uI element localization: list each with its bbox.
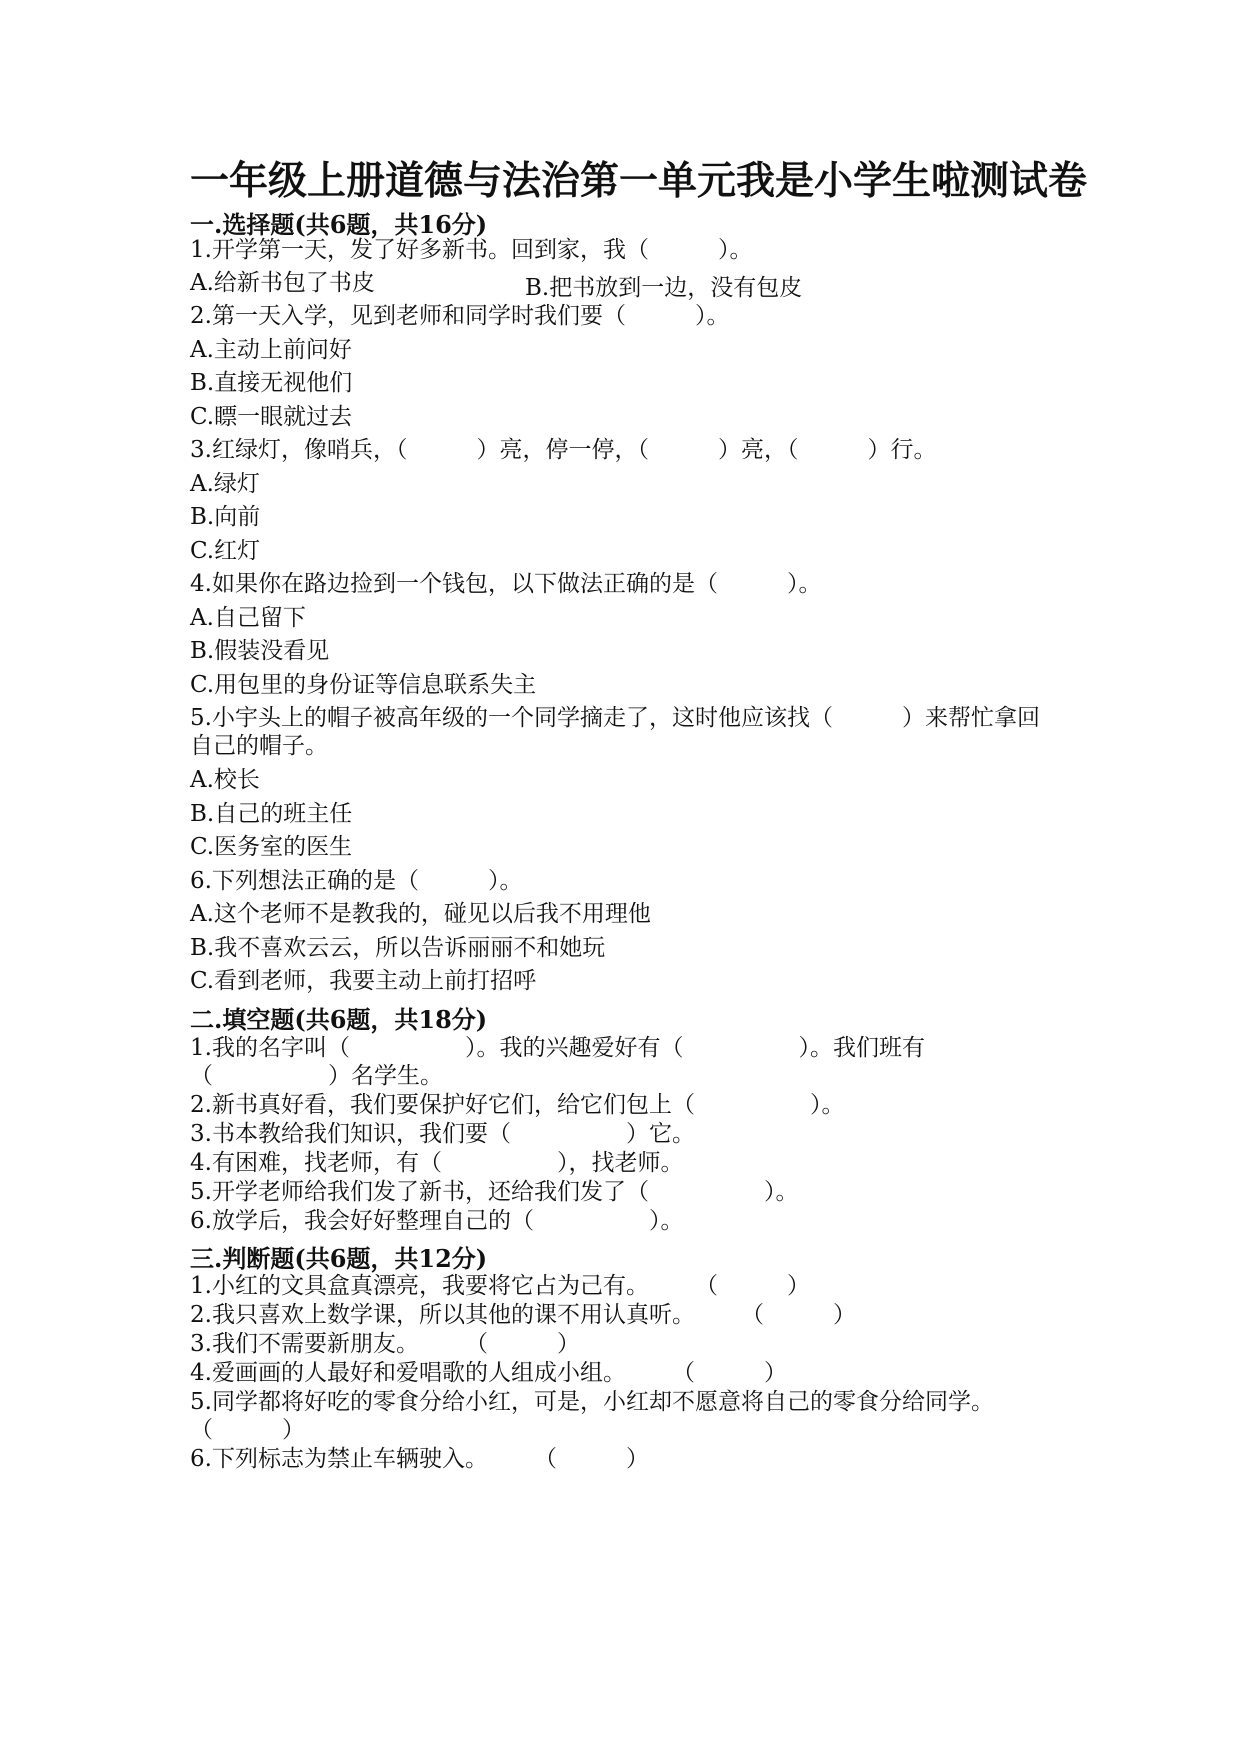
question-3-option-c: C.红灯 bbox=[190, 538, 261, 564]
question-3-option-a: A.绿灯 bbox=[190, 471, 260, 497]
question-3-option-b: B.向前 bbox=[190, 504, 261, 530]
page-title: 一年级上册道德与法治第一单元我是小学生啦测试卷 bbox=[190, 158, 1088, 204]
question-6-option-b: B.我不喜欢云云，所以告诉丽丽不和她玩 bbox=[190, 935, 606, 961]
question-4-option-b: B.假装没看见 bbox=[190, 638, 330, 664]
judge-item-1: 1.小红的文具盒真漂亮，我要将它占为己有。 （ ） bbox=[190, 1273, 810, 1299]
question-6-option-c: C.看到老师，我要主动上前打招呼 bbox=[190, 968, 537, 994]
question-5-stem: 5.小宇头上的帽子被高年级的一个同学摘走了，这时他应该找（ ）来帮忙拿回自己的帽子。 bbox=[190, 705, 1040, 759]
fill-item-4: 4.有困难，找老师，有（ ），找老师。 bbox=[190, 1150, 684, 1176]
question-6-option-a: A.这个老师不是教我的，碰见以后我不用理他 bbox=[190, 901, 651, 927]
fill-item-2: 2.新书真好看，我们要保护好它们，给它们包上（ ）。 bbox=[190, 1092, 845, 1118]
judge-item-2: 2.我只喜欢上数学课，所以其他的课不用认真听。 （ ） bbox=[190, 1302, 856, 1328]
fill-item-3: 3.书本教给我们知识，我们要（ ）它。 bbox=[190, 1121, 695, 1147]
question-1-option-b: B.把书放到一边，没有包皮 bbox=[525, 275, 803, 301]
section-heading-true-false: 三.判断题(共6题，共12分) bbox=[190, 1244, 488, 1273]
question-3-stem: 3.红绿灯，像哨兵，（ ）亮，停一停，（ ）亮，（ ）行。 bbox=[190, 437, 937, 463]
fill-item-1: 1.我的名字叫（ ）。我的兴趣爱好有（ ）。我们班有（ ）名学生。 bbox=[190, 1035, 925, 1089]
question-5-option-c: C.医务室的医生 bbox=[190, 834, 353, 860]
question-1-stem: 1.开学第一天，发了好多新书。回到家，我（ ）。 bbox=[190, 237, 753, 263]
question-5-option-a: A.校长 bbox=[190, 767, 260, 793]
question-2-stem: 2.第一天入学，见到老师和同学时我们要（ ）。 bbox=[190, 303, 730, 329]
judge-item-6: 6.下列标志为禁止车辆驶入。 （ ） bbox=[190, 1446, 649, 1472]
section-heading-fill-blank: 二.填空题(共6题，共18分) bbox=[190, 1005, 488, 1034]
fill-item-5: 5.开学老师给我们发了新书，还给我们发了（ ）。 bbox=[190, 1179, 799, 1205]
fill-item-6: 6.放学后，我会好好整理自己的（ ）。 bbox=[190, 1208, 684, 1234]
question-4-option-c: C.用包里的身份证等信息联系失主 bbox=[190, 672, 537, 698]
question-2-option-a: A.主动上前问好 bbox=[190, 337, 352, 363]
question-6-stem: 6.下列想法正确的是（ ）。 bbox=[190, 868, 523, 894]
question-5-option-b: B.自己的班主任 bbox=[190, 801, 353, 827]
question-4-option-a: A.自己留下 bbox=[190, 605, 306, 631]
question-1-option-a: A.给新书包了书皮 bbox=[190, 270, 375, 296]
section-heading-choice: 一.选择题(共6题，共16分) bbox=[190, 210, 488, 239]
question-2-option-b: B.直接无视他们 bbox=[190, 370, 353, 396]
question-4-stem: 4.如果你在路边捡到一个钱包，以下做法正确的是（ ）。 bbox=[190, 571, 822, 597]
judge-item-4: 4.爱画画的人最好和爱唱歌的人组成小组。 （ ） bbox=[190, 1360, 787, 1386]
question-2-option-c: C.瞟一眼就过去 bbox=[190, 404, 353, 430]
judge-item-5: 5.同学都将好吃的零食分给小红，可是，小红却不愿意将自己的零食分给同学。 （ ） bbox=[190, 1389, 1052, 1443]
judge-item-3: 3.我们不需要新朋友。 （ ） bbox=[190, 1331, 580, 1357]
